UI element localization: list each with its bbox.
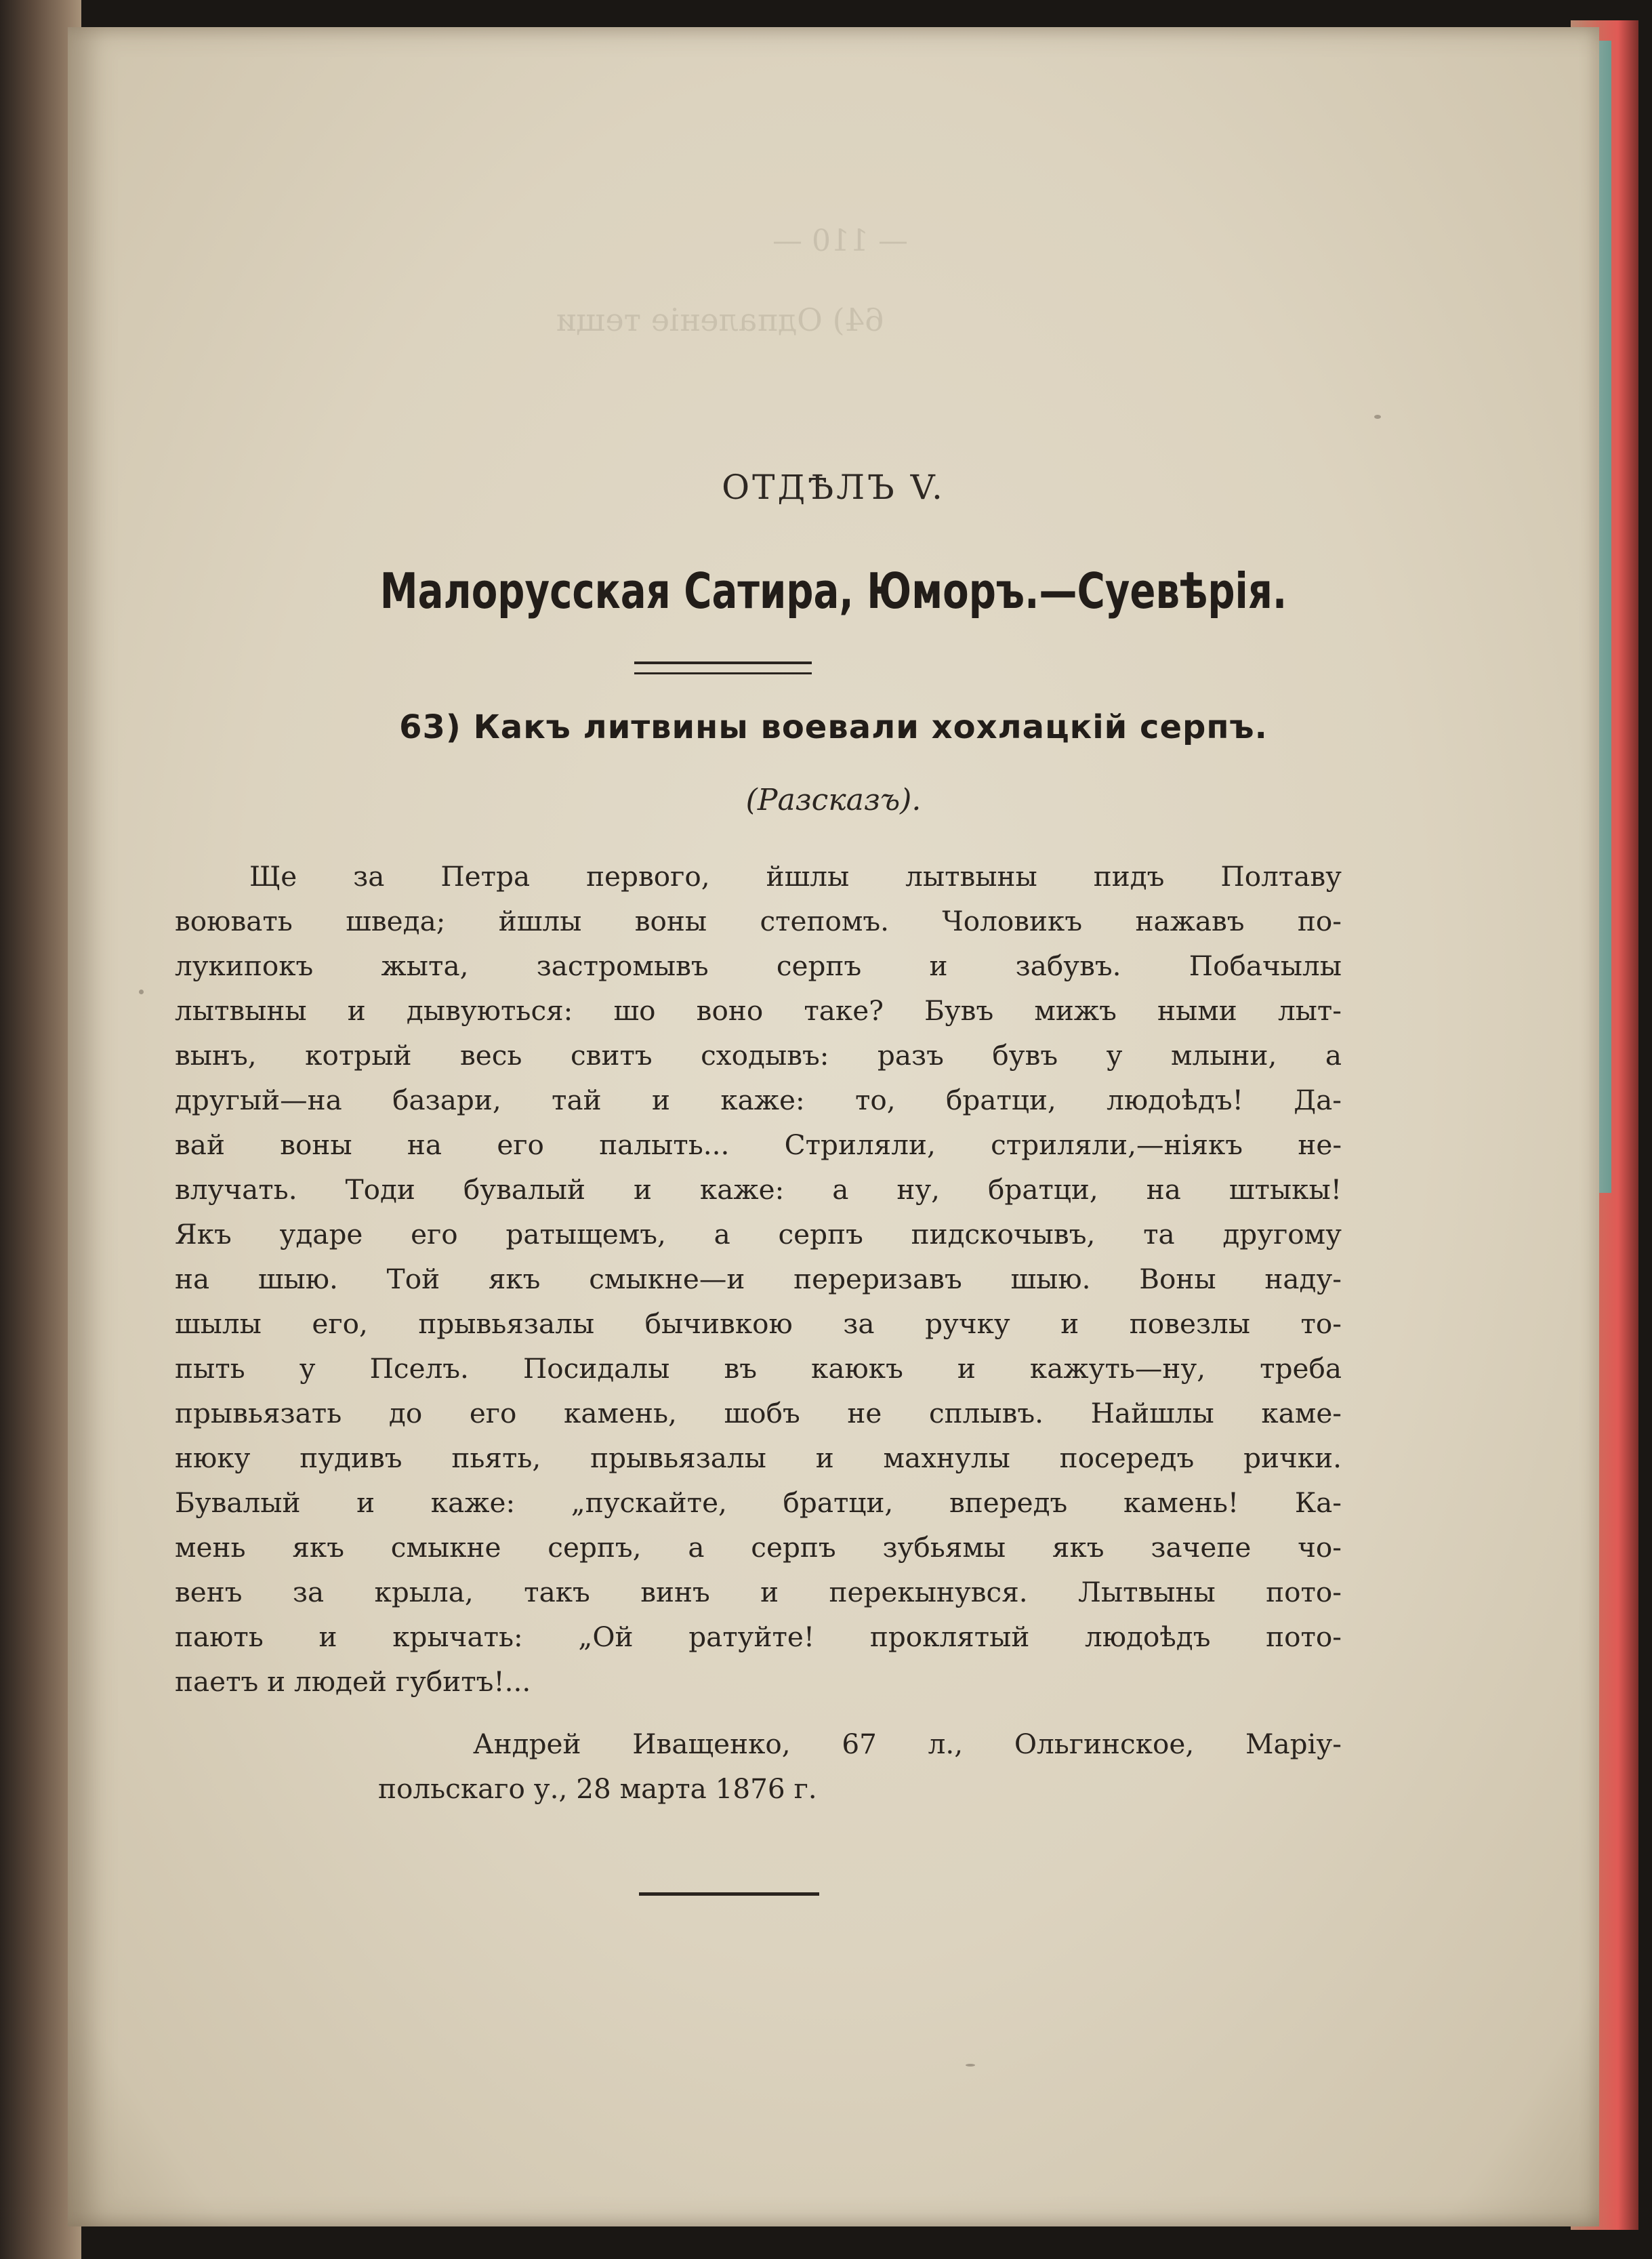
attribution-line: польскаго у., 28 марта 1876 г. bbox=[378, 1772, 817, 1805]
bleed-through-page-number: — 110 — bbox=[772, 224, 908, 258]
body-line: лытвыны и дывуються: шо воно таке? Бувъ мижъ ными лыт- bbox=[175, 994, 1342, 1027]
paper-speck bbox=[1374, 415, 1381, 419]
book-page bbox=[68, 27, 1599, 2226]
story-title: 63) Какъ литвины воевали хохлацкій серпъ. bbox=[399, 708, 1268, 746]
paper-speck bbox=[966, 2064, 975, 2067]
body-line: Якъ ударе его ратыщемъ, а серпъ пидскочывъ, та другому bbox=[175, 1218, 1342, 1250]
story-body bbox=[175, 854, 1342, 1704]
section-title: Малорусская Сатира, Юморъ.—Суевѣрія. bbox=[379, 563, 1287, 619]
body-line: влучать. Тоди бувалый и каже: а ну, братци, на штыкы! bbox=[175, 1173, 1342, 1206]
paper-speck bbox=[139, 990, 144, 994]
body-line: нюку пудивъ пьять, прывьязалы и махнулы посередъ рички. bbox=[175, 1442, 1342, 1474]
body-line: венъ за крыла, такъ винъ и перекынувся. Лытвыны пото- bbox=[175, 1576, 1342, 1608]
double-rule-divider bbox=[634, 662, 812, 674]
body-line: шылы его, прывьязалы бычивкою за ручку и повезлы то- bbox=[175, 1307, 1342, 1340]
section-label: ОТДѢЛЪ V. bbox=[722, 468, 945, 507]
body-line: пыть у Пселъ. Посидалы въ каюкъ и кажуть—ну, треба bbox=[175, 1352, 1342, 1385]
body-line: Бувалый и каже: „пускайте, братци, впередъ камень! Ка- bbox=[175, 1486, 1342, 1519]
bleed-through-heading: 64) Одпаленіе тещи bbox=[556, 302, 884, 338]
body-line: прывьязать до его камень, шобъ не сплывъ. Найшлы каме- bbox=[175, 1397, 1342, 1429]
body-line: вынъ, котрый весь свитъ сходывъ: разъ бувъ у млыни, а bbox=[175, 1039, 1342, 1072]
body-line: паетъ и людей губитъ!... bbox=[175, 1665, 531, 1698]
body-line: лукипокъ жыта, застромывъ серпъ и забувъ. Побачылы bbox=[175, 950, 1342, 982]
body-line: воювать шведа; йшлы воны степомъ. Чоловикъ нажавъ по- bbox=[175, 905, 1342, 937]
body-line: на шыю. Той якъ смыкне—и переризавъ шыю. Воны наду- bbox=[175, 1263, 1342, 1295]
end-rule-divider bbox=[639, 1892, 819, 1896]
attribution-line: Андрей Иващенко, 67 л., Ольгинское, Маріу- bbox=[473, 1728, 1342, 1760]
body-line: Ще за Петра первого, йшлы лытвыны пидъ Полтаву bbox=[249, 860, 1342, 893]
attribution bbox=[175, 1722, 1342, 1811]
body-line: пають и крычать: „Ой ратуйте! проклятый людоѣдъ пото- bbox=[175, 1621, 1342, 1653]
body-line: мень якъ смыкне серпъ, а серпъ зубьямы якъ зачепе чо- bbox=[175, 1531, 1342, 1564]
body-line: вай воны на его палыть... Стриляли, стриляли,—ніякъ не- bbox=[175, 1128, 1342, 1161]
page-content bbox=[68, 27, 1599, 2226]
story-subtitle: (Разсказъ). bbox=[745, 783, 922, 817]
body-line: другый—на базари, тай и каже: то, братци, людоѣдъ! Да- bbox=[175, 1084, 1342, 1116]
